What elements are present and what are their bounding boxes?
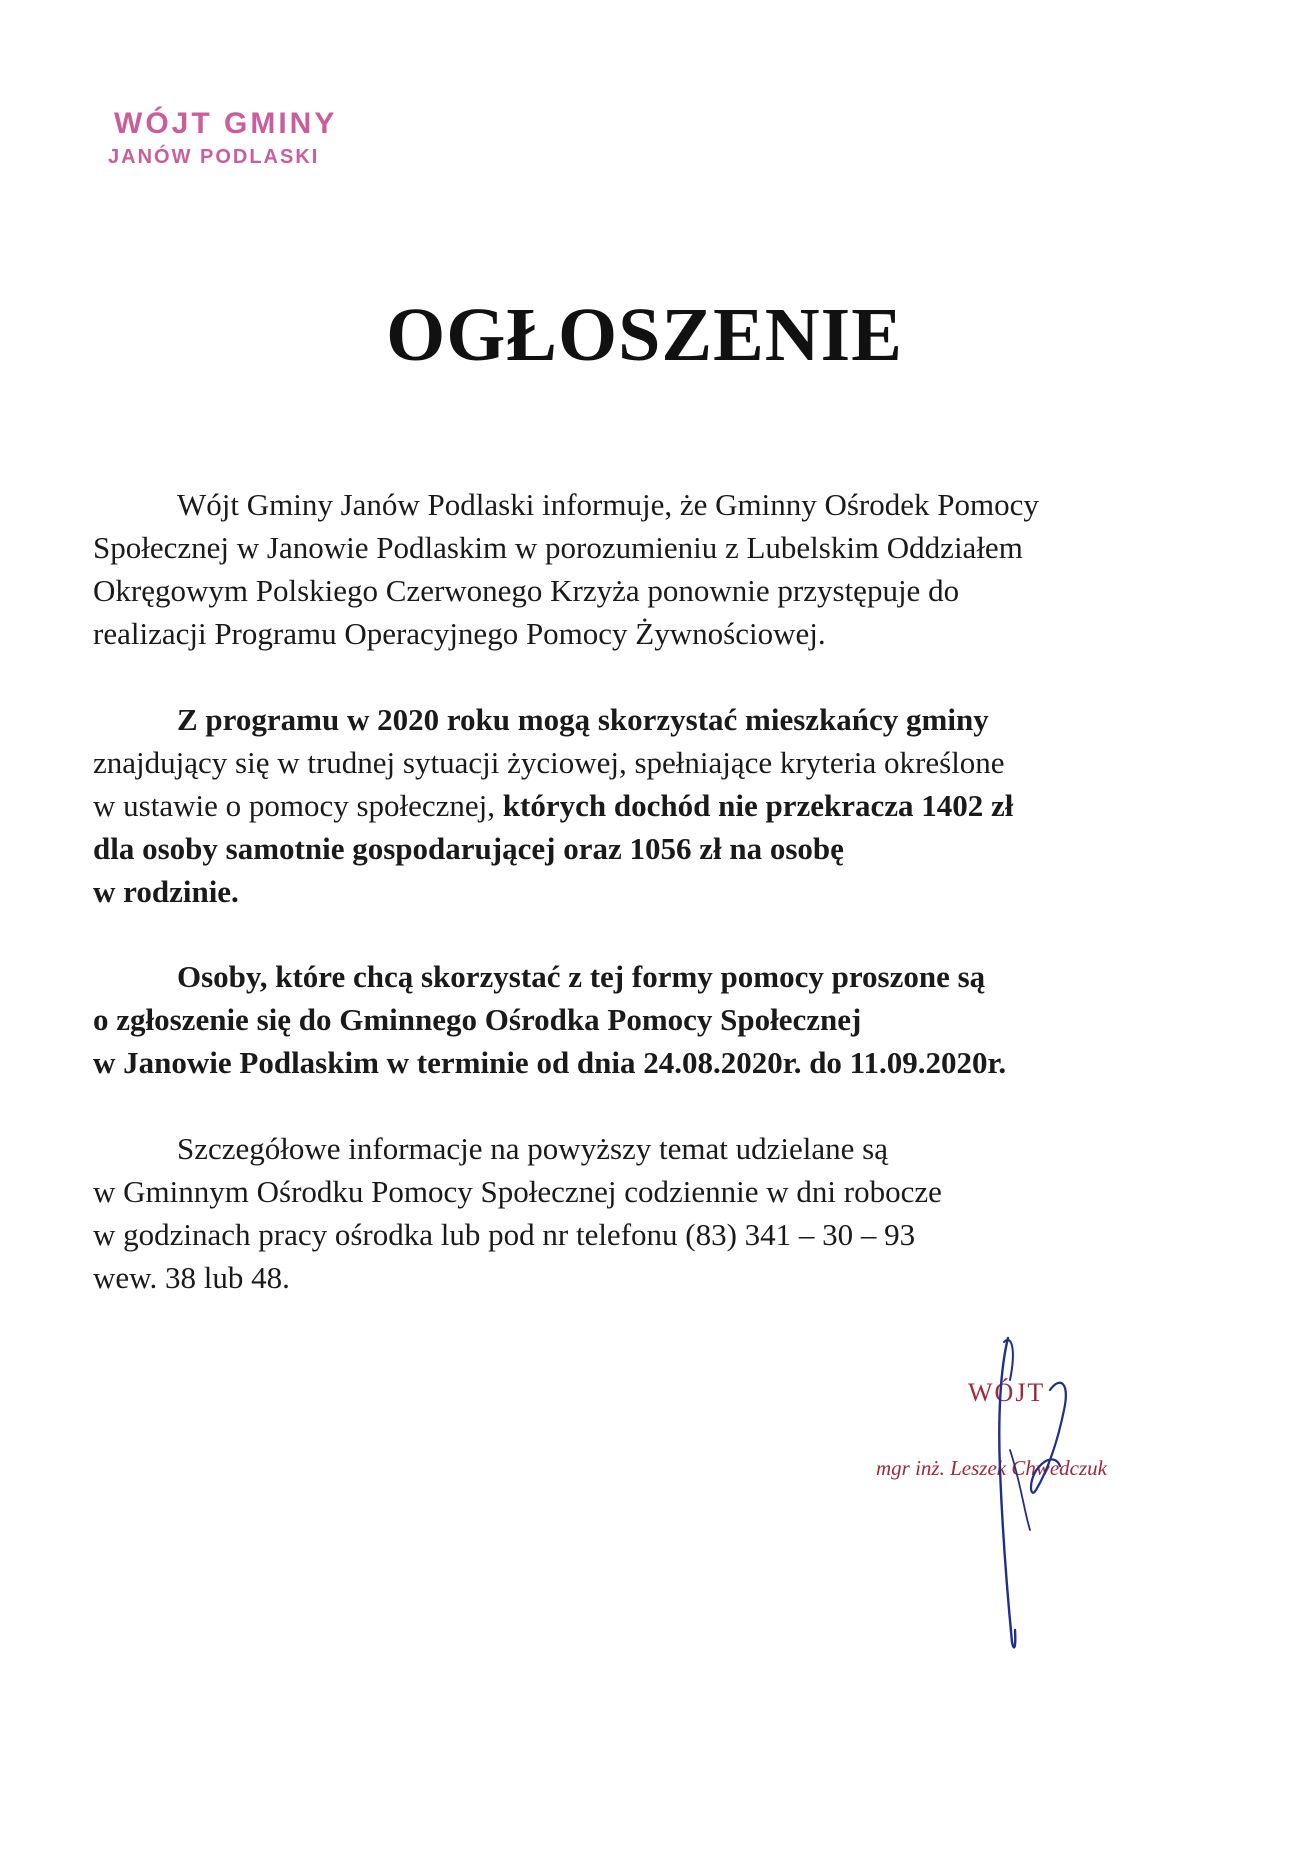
paragraph-line bbox=[93, 784, 1233, 827]
paragraph-line: o zgłoszenie się do Gminnego Ośrodka Pomocy Społecznej bbox=[93, 1002, 862, 1037]
paragraph-line: realizacji Programu Operacyjnego Pomocy Żywnościowej. bbox=[93, 616, 826, 651]
paragraph-line-part: w ustawie o pomocy społecznej, bbox=[93, 788, 503, 823]
paragraph-registration bbox=[93, 955, 1233, 1084]
paragraph-line: Społecznej w Janowie Podlaskim w porozumieniu z Lubelskim Oddziałem bbox=[93, 530, 1023, 565]
official-stamp bbox=[108, 106, 408, 172]
signature-stamp-role: WÓJT bbox=[968, 1378, 1046, 1407]
paragraph-line: Wójt Gminy Janów Podlaski informuje, że Gminny Ośrodek Pomocy bbox=[177, 487, 1039, 522]
paragraph-line: Osoby, które chcą skorzystać z tej formy pomocy proszone są bbox=[177, 959, 986, 994]
paragraph-line: w rodzinie. bbox=[93, 874, 239, 909]
handwritten-signature-icon bbox=[860, 1330, 1190, 1660]
paragraph-line: dla osoby samotnie gospodarującej oraz 1056 zł na osobę bbox=[93, 831, 844, 866]
document-title: OGŁOSZENIE bbox=[386, 293, 903, 377]
paragraph-line: Szczegółowe informacje na powyższy temat udzielane są bbox=[177, 1131, 888, 1166]
paragraph-line: znajdujący się w trudnej sytuacji życiowej, spełniające kryteria określone bbox=[93, 745, 1005, 780]
paragraph-eligibility bbox=[93, 698, 1233, 913]
paragraph-line: Z programu w 2020 roku mogą skorzystać mieszkańcy gminy bbox=[177, 702, 989, 737]
paragraph-line: wew. 38 lub 48. bbox=[93, 1260, 290, 1295]
paragraph-line: w Janowie Podlaskim w terminie od dnia 24.08.2020r. do 11.09.2020r. bbox=[93, 1045, 1007, 1080]
paragraph-intro bbox=[93, 483, 1233, 655]
stamp-line-1: WÓJT GMINY bbox=[114, 107, 338, 140]
stamp-line-2: JANÓW PODLASKI bbox=[108, 146, 320, 168]
signature-block bbox=[860, 1330, 1190, 1660]
paragraph-line: w Gminnym Ośrodku Pomocy Społecznej codziennie w dni robocze bbox=[93, 1174, 942, 1209]
signature-stamp-name: mgr inż. Leszek Chwedczuk bbox=[876, 1456, 1107, 1480]
income-limit-text: których dochód nie przekracza 1402 zł bbox=[502, 788, 1014, 823]
paragraph-contact bbox=[93, 1127, 1233, 1299]
paragraph-line: Okręgowym Polskiego Czerwonego Krzyża ponownie przystępuje do bbox=[93, 573, 960, 608]
paragraph-line: w godzinach pracy ośrodka lub pod nr telefonu (83) 341 – 30 – 93 bbox=[93, 1217, 916, 1252]
